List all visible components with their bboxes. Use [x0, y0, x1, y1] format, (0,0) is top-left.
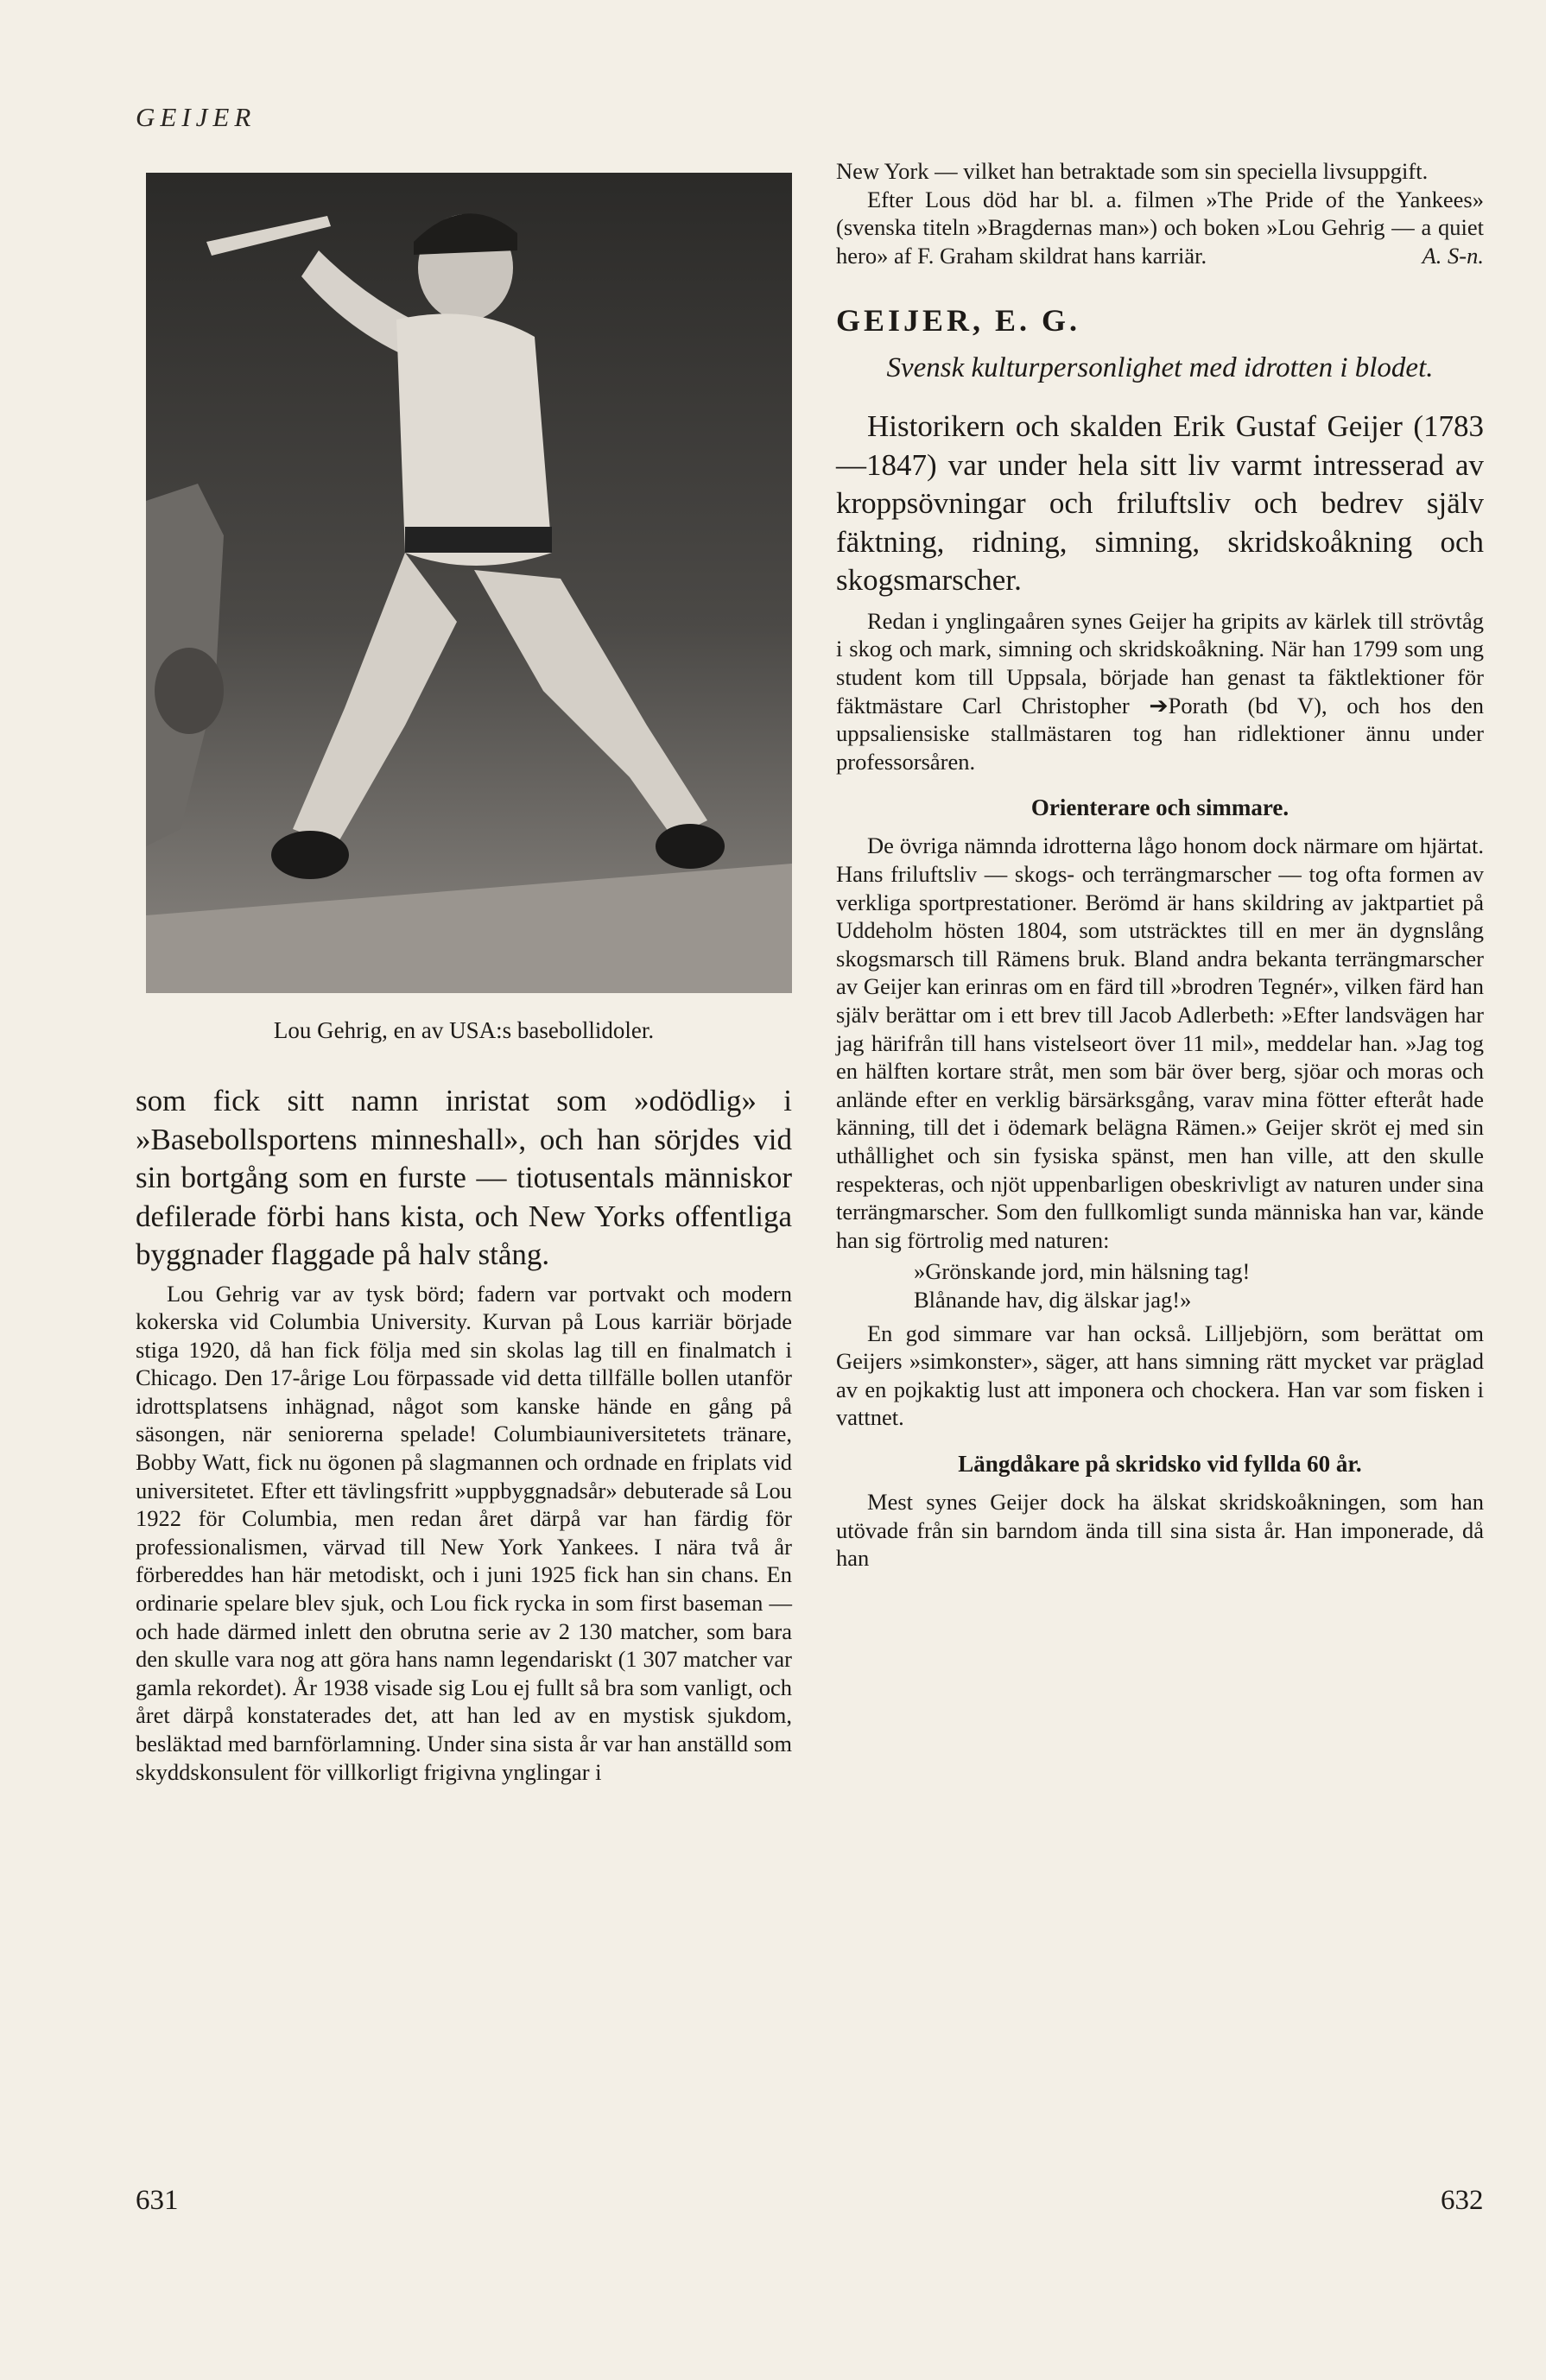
- left-column: [136, 173, 792, 1786]
- photo-caption: Lou Gehrig, en av USA:s basebollidoler.: [273, 1017, 655, 1043]
- youth-paragraph: Redan i ynglingaåren synes Geijer ha gripits av kärlek till strövtåg i skog och mark, simning och skridskoåkning. När han 1799 som ung student kom till Uppsala, började han genast ta fäktlektioner för fäktmästare Carl Christopher ➔Porath (bd V), och hos den uppsaliensiske stallmästaren tog han ridlektioner ännu under professorsåren.: [836, 607, 1484, 775]
- right-column: [836, 157, 1484, 1573]
- left-small-paragraph: Lou Gehrig var av tysk börd; fadern var portvakt och modern kokerska vid Columbia University. Kurvan på Lous karriär började stiga 1920, då han fick följa med sin skolas lag till en finalmatch i Chicago. Den 17-årige Lou förpassade vid detta tillfälle bollen utanför idrottsplatsens inhägnad, något som kanske hände en gång på säsongen, när seniorerna spelade! Columbiauniversitetets tränare, Bobby Watt, fick nu ögonen på slagmannen och ordnade en friplats vid universitetet. Efter ett tävlingsfritt »uppbyggnadsår» debuterade så Lou 1922 för Columbia, men redan året därpå var han färdig för professionalismen, värvad till New York Yankees. I nära två år förbereddes han här metodiskt, och i juni 1925 fick han sin chans. En ordinarie spelare blev sjuk, och Lou fick rycka in som first baseman — och hade därmed inlett den obrutna serie av 2 130 matcher, som bara den skulle vara nog att göra hans namn legendariskt (1 307 matcher var gamla rekordet). År 1938 visade sig Lou ej fullt så bra som vanligt, och året därpå konstaterades det, att han led av en mystisk sjukdom, besläktad med barnförlamning. Under sina sista år var han anställd som skyddskonsulent för villkorligt frigivna ynglingar i: [136, 1280, 792, 1785]
- page-number-left: 631: [136, 2185, 179, 2216]
- continuation-paragraph-2: [836, 186, 1484, 270]
- quote-line-2: Blånande hav, dig älskar jag!»: [914, 1286, 1192, 1313]
- baseball-photo: [146, 173, 792, 993]
- intro-paragraph: Historikern och skalden Erik Gustaf Geijer (1783—1847) var under hela sitt liv varmt intresserad av kroppsövningar och friluftsliv och bedrev själv fäktning, ridning, simning, skridskoåkning och skogsmarscher.: [836, 409, 1484, 598]
- skate-paragraph: Mest synes Geijer dock ha älskat skridskoåkningen, som han utövade från sin barndom ända till sina sista år. Han imponerade, då han: [836, 1488, 1484, 1572]
- swim-paragraph: En god simmare var han också. Lilljebjörn, som berättat om Geijers »simkonster», säger, att hans simning rätt mycket var präglad av en pojkaktig lust att imponera och chockera. Han var som fisken i vattnet.: [836, 1320, 1484, 1431]
- orienterare-paragraph: De övriga nämnda idrotterna lågo honom dock närmare om hjärtat. Hans friluftsliv — skogs- och terrängmarscher — tog ofta formen av verkliga sportprestationer. Berömd är hans skildring av jaktpartiet på Uddeholm hösten 1804, som utsträcktes till en mer än dygnslång skogsmarsch till Rämens bruk. Bland andra bekanta terrängmarscher av Geijer kan erinras om en färd till »brodren Tegnér», vilken färd han själv berättar om i ett brev till Jacob Adlerbeth: »Efter landsvägen har jag härifrån till hans vistelseort över 11 mil», meddelar han. »Jag tog en hälften kortare stråt, men som bär över berg, sjöar och moras och anlände efter en verklig bärsärksgång, varav mina fötter efteråt hade känning, till det i ödemark belägna Rämen.» Geijer skröt ej med sin uthållighet och sin fysiska spänst, men han ville, att den skulle respekteras, och njöt uppenbarligen obeskrivligt av naturen under sina terrängmarscher. Som den fullkomligt sunda människa han var, kände han sig förtrolig med naturen:: [836, 832, 1484, 1253]
- continuation-text: Efter Lous död har bl. a. filmen »The Pride of the Yankees» (svenska titeln »Bragdernas man») och boken »Lou Gehrig — a quiet hero» af F. Graham skildrat hans karriär.: [836, 186, 1484, 269]
- left-large-paragraph: som fick sitt namn inristat som »odödlig» i »Basebollsportens minneshall», och han sörjdes vid sin bortgång som en furste — tiotusentals människor defilerade förbi hans kista, och New Yorks offentliga byggnader flaggade på halv stång.: [136, 1084, 792, 1271]
- entry-title: GEIJER, E. G.: [836, 303, 1081, 339]
- section-heading-orienterare: Orienterare och simmare.: [1030, 794, 1289, 821]
- author-signature: A. S-n.: [1422, 242, 1484, 269]
- baseball-player-image: [146, 173, 792, 993]
- entry-subtitle: Svensk kulturpersonlighet med idrotten i blodet.: [886, 352, 1434, 384]
- continuation-paragraph-1: New York — vilket han betraktade som sin speciella livsuppgift.: [836, 158, 1429, 184]
- section-heading-langdakare: Längdåkare på skridsko vid fyllda 60 år.: [958, 1450, 1362, 1477]
- quote-line-1: »Grönskande jord, min hälsning tag!: [914, 1258, 1251, 1285]
- poem-quote: [914, 1257, 1484, 1313]
- running-head: GEIJER: [136, 102, 257, 132]
- page-number-right: 632: [1441, 2185, 1484, 2216]
